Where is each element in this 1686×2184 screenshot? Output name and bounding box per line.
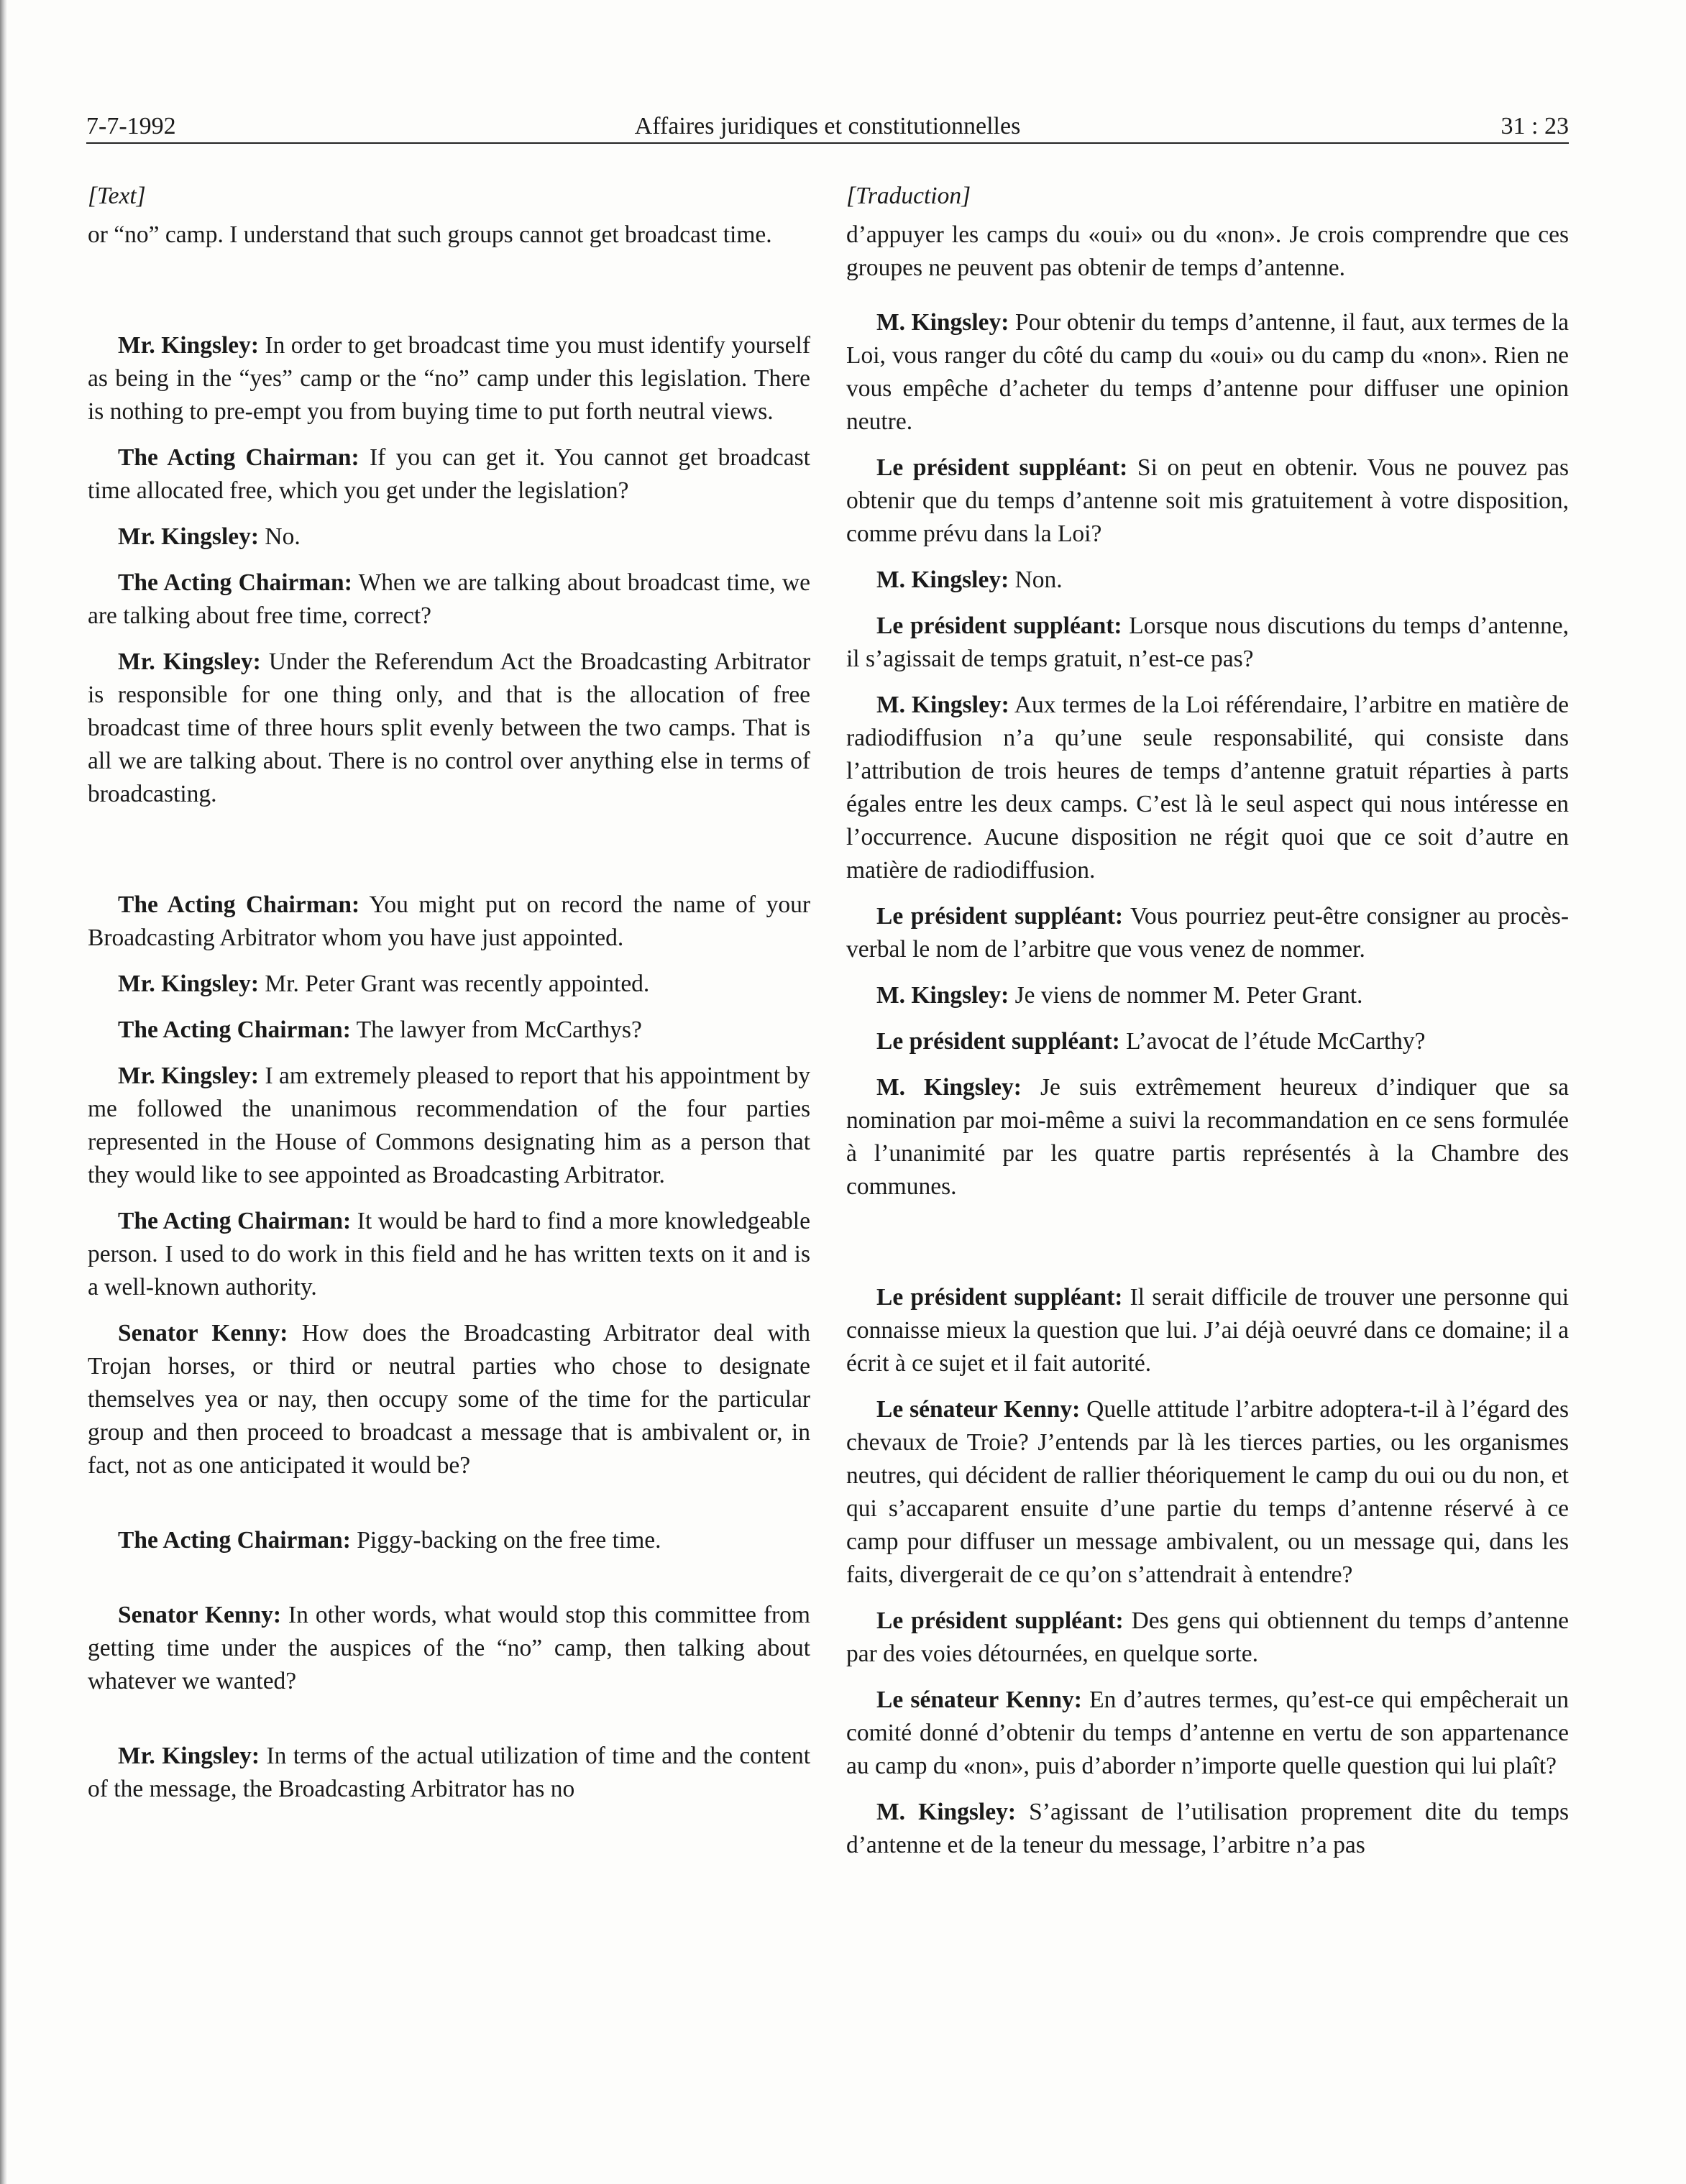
speaker: The Acting Chairman: [118,569,352,596]
speaker: Mr. Kingsley: [118,332,260,359]
speech: Je viens de nommer M. Peter Grant. [1009,982,1363,1009]
speaker: M. Kingsley: [876,1074,1022,1101]
speaker: M. Kingsley: [876,982,1009,1009]
speech: S’agissant de l’utilisation proprement dite du temps d’antenne et de la teneur du message, l’arbitre n’a pas [846,1799,1570,1858]
speech: Des gens qui obtiennent du temps d’antenne par des voies détournées, en quelque sorte. [846,1607,1569,1667]
paragraph-13 [846,1684,1569,1783]
speaker: Mr. Kingsley: [118,1743,260,1769]
speech: If you can get it. You cannot get broadcast time allocated free, which you get under the legislation? [88,444,810,504]
speaker: M. Kingsley: [876,1799,1017,1825]
paragraph-4 [846,610,1569,676]
speech: Under the Referendum Act the Broadcasting Arbitrator is responsible for one thing only, and that is the allocation of free broadcast time of three hours split evenly between the two camps. That is all we are talking about. There is no control over anything else in terms of broadcasting. [88,648,810,807]
paragraph-10 [846,1281,1569,1380]
speaker: The Acting Chairman: [118,444,359,471]
paragraph-1 [88,329,810,428]
speech: Mr. Peter Grant was recently appointed. [259,971,650,997]
speech: Je suis extrêmement heureux d’indiquer que sa nomination par moi-même a suivi la recommandation en ce sens formulée à l’unanimité par les quatre partis représentés à la Chambre des communes. [846,1074,1569,1200]
speaker: The Acting Chairman: [118,1017,351,1043]
paragraph-13 [88,1599,810,1698]
speech: In terms of the actual utilization of time and the content of the message, the Broadcasting Arbitrator has no [88,1743,811,1802]
speaker: Senator Kenny: [118,1320,288,1346]
speaker: Senator Kenny: [118,1602,282,1628]
speaker: Le sénateur Kenny: [876,1396,1081,1423]
speech: No. [259,523,301,550]
speaker: Mr. Kingsley: [118,1063,260,1089]
paragraph-5 [88,646,810,811]
column-label-text: [Text] [88,183,146,209]
paragraph-12 [846,1605,1569,1671]
paragraph-6 [846,900,1569,966]
paragraph-9 [846,1071,1569,1203]
speech: Il serait difficile de trouver une personne qui connaisse mieux la question que lui. J’ai déjà oeuvré dans ce domaine; il a écrit à ce sujet et il fait autorité. [846,1284,1569,1377]
speech: In order to get broadcast time you must identify yourself as being in the “yes” camp or the “no” camp under this legislation. There is nothing to pre-empt you from buying time to put forth neutral views. [88,332,810,425]
paragraph-10 [88,1205,810,1304]
speech: It would be hard to find a more knowledgeable person. I used to do work in this field and he has written texts on it and is a well-known authority. [88,1208,810,1300]
paragraph-3 [846,564,1569,597]
paragraph-8 [88,1014,810,1047]
speaker: Le président suppléant: [876,1028,1120,1055]
speaker: Mr. Kingsley: [118,523,260,550]
speaker: Mr. Kingsley: [118,971,260,997]
english-column [88,180,810,1806]
french-column [846,180,1569,1862]
speaker: M. Kingsley: [876,566,1009,593]
speech: When we are talking about broadcast time, we are talking about free time, correct? [88,569,810,629]
speaker: Mr. Kingsley: [118,648,261,675]
speech: Quelle attitude l’arbitre adoptera-t-il à l’égard des chevaux de Troie? J’entends par là les tierces parties, ou les organismes neutres, qui décident de rallier théoriquement le camp du oui ou du non, et qui s’accaparent ensuite d’une partie du temps d’antenne réservé à ce camp pour diffuser un message ambivalent, ou un message qui, dans les faits, divergerait de ce qu’on s’attendrait à entendre? [846,1396,1570,1588]
paragraph-11 [88,1317,810,1482]
speech: Vous pourriez peut-être consigner au procès-verbal le nom de l’arbitre que vous venez de nommer. [846,903,1570,963]
speech: You might put on record the name of your Broadcasting Arbitrator whom you have just appointed. [88,891,810,951]
paragraph-7 [88,968,810,1001]
speaker: M. Kingsley: [876,692,1009,718]
speaker: The Acting Chairman: [118,1527,351,1554]
speech: The lawyer from McCarthys? [350,1017,642,1043]
speaker: The Acting Chairman: [118,1208,352,1234]
paragraph-14 [846,1796,1569,1862]
speech: Piggy-backing on the free time. [350,1527,661,1554]
column-label-traduction: [Traduction] [846,183,971,209]
opening-paragraph: or “no” camp. I understand that such groups cannot get broadcast time. [88,221,772,248]
paragraph-12 [88,1524,810,1557]
paragraph-7 [846,979,1569,1012]
speech: Aux termes de la Loi référendaire, l’arbitre en matière de radiodiffusion n’a qu’une seule responsabilité, qui consiste dans l’attribution de trois heures de temps d’antenne gratuit réparties à parts égales entre les deux camps. C’est là le seul aspect qui nous intéresse en l’occurrence. Aucune disposition ne régit quoi que ce soit d’autre en matière de radiodiffusion. [846,692,1570,884]
speaker: M. Kingsley: [876,309,1009,336]
paragraph-3 [88,520,810,554]
speech: Si on peut en obtenir. Vous ne pouvez pas obtenir que du temps d’antenne soit mis gratuitement à votre disposition, comme prévu dans la Loi? [846,454,1570,547]
speaker: The Acting Chairman: [118,891,360,918]
paragraph-5 [846,689,1569,887]
header-date: 7-7-1992 [86,113,176,139]
paragraph-1 [846,306,1569,439]
paragraph-8 [846,1025,1569,1058]
paragraph-14 [88,1740,810,1806]
header-title: Affaires juridiques et constitutionnelles [634,113,1021,139]
speaker: Le président suppléant: [876,612,1122,639]
page-header [86,106,1569,144]
scan-edge [0,0,7,2184]
paragraph-11 [846,1393,1569,1592]
speech: In other words, what would stop this committee from getting time under the auspices of the “no” camp, then talking about whatever we wanted? [88,1602,810,1694]
speaker: Le président suppléant: [876,903,1124,930]
speaker: Le président suppléant: [876,454,1128,481]
opening-paragraph: d’appuyer les camps du «oui» ou du «non». Je crois comprendre que ces groupes ne peuvent pas obtenir de temps d’antenne. [846,221,1569,281]
speech: En d’autres termes, qu’est-ce qui empêcherait un comité donné d’obtenir du temps d’antenne en vertu de son appartenance au camp du «non», puis d’aborder n’importe quelle question qui lui plaît? [846,1687,1569,1779]
speaker: Le sénateur Kenny: [876,1687,1082,1713]
speech: L’avocat de l’étude McCarthy? [1119,1028,1426,1055]
paragraph-2 [88,441,810,508]
speech: Lorsque nous discutions du temps d’antenne, il s’agissait de temps gratuit, n’est-ce pas? [846,612,1569,672]
speaker: Le président suppléant: [876,1607,1124,1634]
paragraph-2 [846,451,1569,551]
paragraph-4 [88,566,810,633]
speaker: Le président suppléant: [876,1284,1123,1311]
speech: Pour obtenir du temps d’antenne, il faut, aux termes de la Loi, vous ranger du côté du camp du «oui» ou du camp du «non». Rien ne vous empêche d’acheter du temps d’antenne pour diffuser une opinion neutre. [846,309,1569,435]
speech: Non. [1009,566,1063,593]
header-page-number: 31 : 23 [1501,113,1569,139]
paragraph-9 [88,1060,810,1192]
speech: How does the Broadcasting Arbitrator deal with Trojan horses, or third or neutral parties who chose to designate themselves yea or nay, then occupy some of the time for the particular group and then proceed to broadcast a message that is ambivalent or, in fact, not as one anticipated it would be? [88,1320,810,1479]
speech: I am extremely pleased to report that his appointment by me followed the unanimous recommendation of the four parties represented in the House of Commons designating him as a person that they would like to see appointed as Broadcasting Arbitrator. [88,1063,811,1188]
paragraph-6 [88,889,810,955]
